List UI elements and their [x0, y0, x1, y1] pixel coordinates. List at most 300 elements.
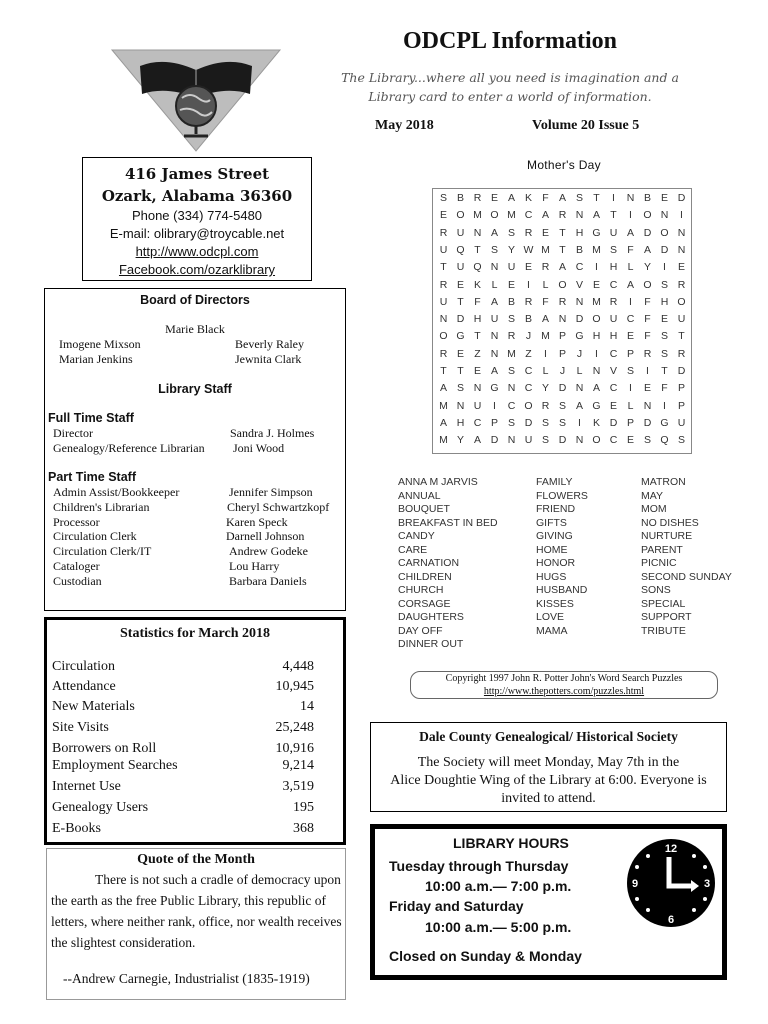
wordsearch-letter: M	[439, 434, 448, 447]
wordsearch-row	[433, 382, 693, 400]
wordsearch-letter: I	[578, 416, 581, 429]
wordsearch-letter: A	[592, 209, 600, 222]
street-address: 416 James Street	[124, 165, 270, 183]
wordsearch-letter: U	[439, 243, 448, 256]
wordsearch-letter: N	[473, 226, 482, 239]
stat-value: 195	[293, 800, 314, 815]
word-list-item: CHURCH	[398, 584, 444, 596]
wordsearch-letter: G	[592, 226, 601, 239]
wordsearch-letter: Y	[643, 261, 651, 274]
wordsearch-letter: S	[643, 434, 651, 447]
wordsearch-letter: F	[644, 295, 651, 308]
wordsearch-letter: C	[609, 278, 618, 291]
wordsearch-letter: G	[456, 330, 465, 343]
wordsearch-letter: J	[576, 347, 583, 360]
wordsearch-letter: O	[592, 313, 601, 326]
word-list-item: BREAKFAST IN BED	[398, 516, 498, 529]
word-list-item: CORSAGE	[398, 597, 451, 610]
stat-label: E-Books	[52, 821, 101, 836]
issue-date: May 2018	[375, 118, 434, 133]
word-list-item: GIFTS	[536, 516, 567, 529]
wordsearch-letter: A	[490, 365, 498, 377]
wordsearch-letter: S	[490, 243, 498, 256]
wordsearch-letter: N	[439, 313, 448, 326]
wordsearch-letter: I	[493, 399, 496, 412]
society-line: Alice Doughtie Wing of the Library at 6:00. Everyone is	[390, 773, 707, 788]
wordsearch-letter: S	[558, 416, 566, 429]
wordsearch-letter: B	[575, 243, 583, 256]
word-list-item: FAMILY	[536, 476, 573, 488]
wordsearch-letter: A	[439, 416, 447, 429]
wordsearch-letter: O	[439, 330, 448, 343]
wordsearch-letter: R	[507, 330, 516, 343]
statistics-box	[44, 617, 346, 845]
wordsearch-row	[433, 417, 693, 435]
wordsearch-letter: C	[507, 399, 516, 412]
wordsearch-letter: N	[558, 313, 567, 326]
wordsearch-letter: E	[660, 192, 668, 204]
wordsearch-letter: S	[541, 434, 549, 447]
wordsearch-letter: S	[660, 278, 668, 291]
wordsearch-letter: W	[523, 243, 534, 256]
word-list-item: MATRON	[641, 476, 686, 488]
tagline-line: Library card to enter a world of information.	[368, 89, 652, 104]
full-time-title: Full Time Staff	[48, 411, 134, 425]
clock-label: 3	[703, 878, 711, 890]
wordsearch-letter: E	[456, 347, 464, 360]
wordsearch-letter: T	[440, 365, 447, 377]
wordsearch-letter: D	[660, 243, 669, 256]
wordsearch-letter: I	[595, 347, 598, 360]
word-list-item: SUPPORT	[641, 611, 692, 623]
wordsearch-letter: T	[610, 209, 617, 222]
wordsearch-letter: F	[661, 382, 668, 395]
wordsearch-letter: L	[576, 365, 583, 377]
wordsearch-letter: Q	[660, 434, 669, 447]
wordsearch-letter: E	[490, 192, 498, 204]
wordsearch-letter: C	[524, 382, 533, 395]
wordsearch-letter: P	[677, 399, 685, 412]
clock-label: 6	[667, 914, 675, 926]
wordsearch-letter: A	[507, 192, 515, 204]
wordsearch-letter: C	[626, 313, 635, 326]
wordsearch-letter: O	[524, 399, 533, 412]
wordsearch-row	[433, 313, 693, 331]
word-list-item: ANNUAL	[398, 489, 441, 502]
hours-title: LIBRARY HOURS	[453, 835, 569, 851]
wordsearch-letter: F	[644, 330, 651, 343]
wordsearch-letter: C	[473, 416, 482, 429]
word-list-item: NURTURE	[641, 530, 693, 542]
word-list-item: CANDY	[398, 530, 435, 542]
wordsearch-letter: A	[473, 434, 481, 447]
staff-name: Andrew Godeke	[229, 544, 308, 558]
wordsearch-letter: R	[677, 347, 686, 360]
word-list-item: FLOWERS	[536, 489, 588, 502]
wordsearch-letter: V	[609, 365, 617, 377]
wordsearch-letter: S	[507, 365, 515, 377]
weekend-label: Friday and Saturday	[389, 898, 524, 914]
word-list-item: HUGS	[536, 570, 567, 583]
wordsearch-letter: I	[595, 261, 598, 274]
wordsearch-letter: U	[456, 226, 465, 239]
wordsearch-letter: A	[541, 209, 549, 222]
word-list-item: SPECIAL	[641, 597, 686, 610]
website-link[interactable]: http://www.odcpl.com	[135, 244, 259, 259]
wordsearch-letter: I	[629, 382, 632, 395]
wordsearch-letter: D	[609, 416, 618, 429]
wordsearch-letter: U	[456, 261, 465, 274]
wordsearch-letter: D	[677, 192, 686, 204]
word-list-item: DAUGHTERS	[398, 611, 464, 623]
wordsearch-letter: L	[627, 261, 634, 274]
wordsearch-letter: O	[660, 226, 669, 239]
wordsearch-letter: U	[490, 313, 499, 326]
wordsearch-letter: I	[680, 209, 683, 222]
stat-label: Attendance	[52, 679, 116, 694]
quote-text: There is not such a cradle of democracy upon the earth as the free Public Library, this republic of letters, where neither rank, office, nor wealth receives the slightest consideration.	[51, 872, 342, 950]
wordsearch-letter: S	[609, 243, 617, 256]
word-list-item: MAMA	[536, 624, 568, 637]
wordsearch-letter: E	[609, 399, 617, 412]
word-list-item: SONS	[641, 584, 671, 596]
stat-value: 25,248	[275, 720, 314, 735]
wordsearch-letter: A	[626, 278, 634, 291]
stat-label: Genealogy Users	[52, 800, 149, 815]
wordsearch-letter: R	[541, 399, 550, 412]
wordsearch-row	[433, 209, 693, 227]
wordsearch-letter: Y	[541, 382, 549, 395]
staff-title: Library Staff	[158, 382, 232, 396]
wordsearch-letter: P	[626, 416, 634, 429]
wordsearch-letter: R	[439, 278, 448, 291]
wordsearch-letter: F	[627, 243, 634, 256]
wordsearch-letter: A	[490, 226, 498, 239]
wordsearch-title: Mother's Day	[527, 158, 601, 172]
wordsearch-letter: A	[626, 226, 634, 239]
wordsearch-letter: C	[609, 434, 618, 447]
wordsearch-letter: D	[643, 416, 652, 429]
wordsearch-letter: M	[507, 209, 516, 222]
wordsearch-letter: K	[524, 192, 532, 204]
wordsearch-letter: F	[474, 295, 481, 308]
wordsearch-letter: G	[490, 382, 499, 395]
clock-label: 9	[631, 878, 639, 890]
wordsearch-letter: G	[592, 399, 601, 412]
wordsearch-letter: E	[592, 278, 600, 291]
wordsearch-letter: S	[507, 416, 515, 429]
wordsearch-letter: Y	[507, 243, 515, 256]
wordsearch-letter: Q	[473, 261, 482, 274]
wordsearch-row	[433, 330, 693, 348]
word-list-item: PARENT	[641, 543, 683, 556]
wordsearch-letter: E	[439, 209, 447, 222]
wordsearch-row	[433, 434, 693, 452]
wordsearch-letter: M	[541, 330, 550, 343]
staff-role: Director	[53, 426, 93, 440]
wordsearch-letter: I	[663, 399, 666, 412]
wordsearch-row	[433, 365, 693, 383]
stat-value: 14	[300, 699, 314, 714]
wordsearch-letter: O	[456, 209, 465, 222]
wordsearch-letter: S	[660, 330, 668, 343]
staff-role: Cataloger	[53, 559, 100, 573]
copyright-link[interactable]: http://www.thepotters.com/puzzles.html	[483, 685, 645, 697]
wordsearch-letter: A	[575, 399, 583, 412]
wordsearch-letter: D	[677, 365, 686, 377]
wordsearch-letter: A	[439, 382, 447, 395]
board-chair: Marie Black	[165, 322, 225, 336]
wordsearch-letter: U	[677, 416, 686, 429]
wordsearch-letter: L	[627, 399, 634, 412]
wordsearch-letter: L	[542, 278, 549, 291]
address-box	[82, 157, 312, 281]
staff-name: Karen Speck	[226, 515, 288, 529]
wordsearch-letter: S	[456, 382, 464, 395]
wordsearch-letter: N	[660, 209, 669, 222]
wordsearch-letter: D	[558, 434, 567, 447]
wordsearch-letter: R	[524, 226, 533, 239]
staff-name: Lou Harry	[229, 559, 280, 573]
wordsearch-letter: N	[575, 434, 584, 447]
word-list-item: DAY OFF	[398, 624, 443, 637]
wordsearch-letter: N	[626, 192, 635, 204]
stat-value: 3,519	[282, 779, 314, 794]
wordsearch-letter: T	[474, 330, 481, 343]
wordsearch-letter: P	[626, 347, 634, 360]
wordsearch-letter: T	[559, 226, 566, 239]
wordsearch-letter: S	[507, 226, 515, 239]
staff-role: Admin Assist/Bookkeeper	[53, 485, 180, 499]
wordsearch-letter: N	[643, 399, 652, 412]
word-list-item: MOM	[641, 503, 667, 515]
stat-value: 10,945	[275, 679, 314, 694]
board-member: Imogene Mixson	[59, 337, 141, 351]
stat-label: Borrowers on Roll	[52, 741, 157, 756]
stat-value: 368	[293, 821, 314, 836]
weekday-time: 10:00 a.m.— 7:00 p.m.	[425, 878, 572, 894]
word-list-item: HONOR	[536, 557, 576, 569]
statistics-title: Statistics for March 2018	[120, 626, 270, 641]
wordsearch-letter: U	[473, 399, 482, 412]
wordsearch-letter: T	[440, 261, 447, 274]
wordsearch-row	[433, 227, 693, 245]
wordsearch-letter: R	[558, 209, 567, 222]
board-member: Beverly Raley	[235, 337, 304, 351]
word-list-item: CHILDREN	[398, 570, 452, 583]
wordsearch-letter: R	[541, 261, 550, 274]
wordsearch-letter: N	[490, 330, 499, 343]
wordsearch-letter: Z	[474, 347, 481, 360]
wordsearch-letter: T	[678, 330, 685, 343]
wordsearch-letter: A	[558, 192, 566, 204]
wordsearch-row	[433, 261, 693, 279]
wordsearch-letter: G	[575, 330, 584, 343]
wordsearch-letter: R	[558, 295, 567, 308]
staff-role: Children's Librarian	[53, 500, 150, 514]
wordsearch-letter: J	[525, 330, 532, 343]
wordsearch-letter: U	[609, 226, 618, 239]
facebook-link[interactable]: Facebook.com/ozarklibrary	[118, 262, 276, 277]
wordsearch-letter: M	[592, 295, 601, 308]
wordsearch-letter: I	[544, 347, 547, 360]
wordsearch-letter: N	[592, 365, 601, 377]
word-list-column	[398, 476, 498, 652]
wordsearch-letter: U	[524, 434, 533, 447]
clock-label: 12	[664, 843, 678, 855]
wordsearch-letter: O	[643, 209, 652, 222]
wordsearch-letter: E	[507, 278, 515, 291]
wordsearch-letter: H	[575, 226, 584, 239]
wordsearch-letter: D	[575, 313, 584, 326]
wordsearch-letter: R	[439, 226, 448, 239]
stat-label: Internet Use	[52, 779, 121, 794]
wordsearch-letter: S	[626, 365, 634, 377]
wordsearch-letter: E	[541, 226, 549, 239]
wordsearch-letter: F	[542, 192, 549, 204]
wordsearch-letter: E	[643, 382, 651, 395]
wordsearch-letter: L	[542, 365, 549, 377]
wordsearch-letter: R	[609, 295, 618, 308]
staff-role: Genealogy/Reference Librarian	[53, 441, 205, 455]
wordsearch-letter: I	[663, 261, 666, 274]
board-member: Marian Jenkins	[59, 352, 133, 366]
wordsearch-letter: Q	[456, 243, 465, 256]
wordsearch-letter: D	[490, 434, 499, 447]
wordsearch-letter: H	[609, 330, 618, 343]
wordsearch-letter: I	[629, 295, 632, 308]
wordsearch-letter: V	[575, 278, 583, 291]
wordsearch-row	[433, 348, 693, 366]
wordsearch-letter: E	[626, 330, 634, 343]
wordsearch-letter: B	[524, 313, 532, 326]
word-list-item: FRIEND	[536, 503, 576, 515]
wordsearch-letter: D	[456, 313, 465, 326]
wordsearch-letter: M	[592, 243, 601, 256]
email-address: E-mail: olibrary@troycable.net	[109, 226, 285, 241]
wordsearch-letter: R	[677, 278, 686, 291]
wordsearch-letter: O	[592, 434, 601, 447]
staff-name: Jennifer Simpson	[229, 485, 313, 499]
weekend-time: 10:00 a.m.— 5:00 p.m.	[425, 919, 572, 935]
wordsearch-letter: P	[490, 416, 498, 429]
wordsearch-row	[433, 296, 693, 314]
wordsearch-letter: B	[456, 192, 464, 204]
wordsearch-letter: T	[559, 243, 566, 256]
board-box	[44, 288, 346, 611]
wordsearch-letter: P	[558, 347, 566, 360]
stat-label: Site Visits	[52, 720, 109, 735]
tagline	[340, 68, 680, 106]
wordsearch-letter: E	[456, 278, 464, 291]
wordsearch-letter: L	[491, 278, 498, 291]
wordsearch-letter: P	[558, 330, 566, 343]
phone-number: Phone (334) 774-5480	[131, 208, 263, 223]
wordsearch-letter: D	[643, 226, 652, 239]
wordsearch-letter: Y	[456, 434, 464, 447]
word-list-item: CARNATION	[398, 557, 460, 569]
wordsearch-letter: K	[592, 416, 600, 429]
weekday-label: Tuesday through Thursday	[389, 858, 569, 874]
wordsearch-letter: A	[541, 313, 549, 326]
wordsearch-letter: N	[507, 434, 516, 447]
wordsearch-letter: S	[541, 416, 549, 429]
society-line: The Society will meet Monday, May 7th in the	[417, 755, 680, 770]
wordsearch-letter: E	[660, 313, 668, 326]
board-title: Board of Directors	[140, 293, 250, 307]
quote-title: Quote of the Month	[137, 852, 255, 867]
wordsearch-letter: R	[643, 347, 652, 360]
wordsearch-letter: N	[490, 347, 499, 360]
wordsearch-letter: C	[575, 261, 584, 274]
society-line: invited to attend.	[501, 791, 596, 806]
wordsearch-letter: M	[507, 347, 516, 360]
wordsearch-letter: D	[558, 382, 567, 395]
stat-value: 9,214	[282, 758, 314, 773]
wordsearch-letter: H	[456, 416, 465, 429]
copyright-line: Copyright 1997 John R. Potter John's Word Search Puzzles	[445, 673, 683, 684]
tagline-line: The Library...where all you need is imagination and a	[341, 70, 679, 85]
staff-name: Barbara Daniels	[229, 574, 307, 588]
wordsearch-letter: H	[473, 313, 482, 326]
wordsearch-letter: K	[473, 278, 481, 291]
wordsearch-letter: R	[473, 192, 482, 204]
wordsearch-letter: N	[575, 209, 584, 222]
wordsearch-letter: N	[473, 382, 482, 395]
word-list-item: SECOND SUNDAY	[641, 570, 732, 583]
hours-box	[370, 824, 727, 980]
wordsearch-letter: U	[609, 313, 618, 326]
wordsearch-letter: N	[575, 382, 584, 395]
word-list-item: TRIBUTE	[641, 624, 686, 637]
wordsearch-letter: T	[593, 192, 600, 204]
staff-name: Darnell Johnson	[226, 529, 305, 543]
wordsearch-letter: D	[524, 416, 533, 429]
wordsearch-letter: C	[609, 382, 618, 395]
wordsearch-letter: S	[677, 434, 685, 447]
wordsearch-letter: T	[661, 365, 668, 377]
staff-name: Joni Wood	[233, 441, 285, 455]
wordsearch-letter: A	[643, 243, 651, 256]
wordsearch-letter: G	[660, 416, 669, 429]
staff-name: Sandra J. Holmes	[230, 426, 315, 440]
wordsearch-letter: O	[643, 278, 652, 291]
word-list-column	[536, 476, 588, 638]
stat-value: 4,448	[282, 659, 314, 674]
wordsearch-letter: C	[524, 209, 533, 222]
wordsearch-letter: H	[660, 295, 669, 308]
wordsearch-letter: U	[507, 261, 516, 274]
wordsearch-letter: O	[677, 295, 686, 308]
wordsearch-letter: I	[629, 209, 632, 222]
wordsearch-letter: R	[439, 347, 448, 360]
wordsearch-copyright	[410, 671, 718, 699]
wordsearch-letter: S	[660, 347, 668, 360]
stat-label: Circulation	[52, 659, 115, 674]
word-list-item: LOVE	[536, 611, 565, 623]
wordsearch-letter: F	[542, 295, 549, 308]
wordsearch-row	[433, 400, 693, 418]
wordsearch-letter: M	[473, 209, 482, 222]
closed-days: Closed on Sunday & Monday	[389, 948, 582, 964]
wordsearch-letter: I	[527, 278, 530, 291]
city-address: Ozark, Alabama 36360	[101, 187, 293, 205]
word-list-item: DINNER OUT	[398, 638, 464, 650]
wordsearch-letter: C	[524, 365, 533, 377]
part-time-title: Part Time Staff	[48, 470, 136, 484]
wordsearch-letter: S	[439, 192, 447, 204]
word-list-item: BOUQUET	[398, 503, 450, 515]
